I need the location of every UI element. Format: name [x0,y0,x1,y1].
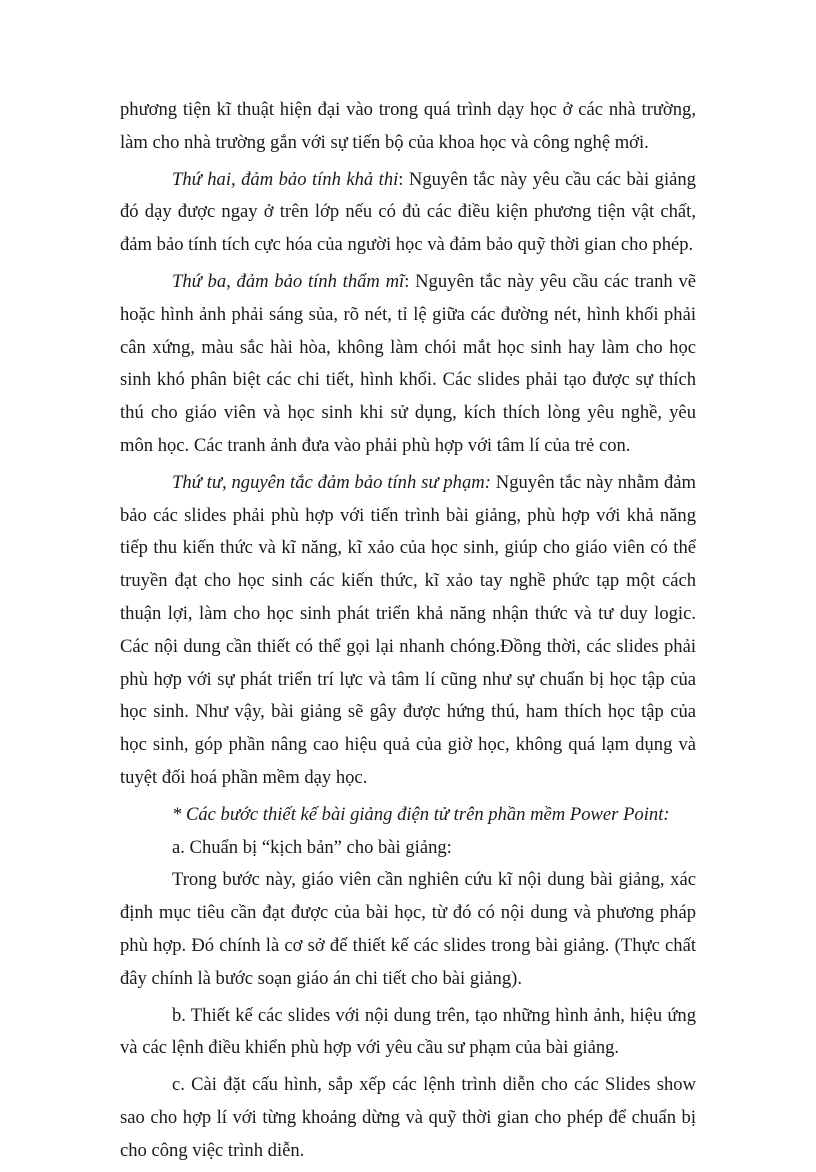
step-a-heading [120,832,696,865]
paragraph-principle-pedagogy [120,467,696,795]
body-text [120,94,696,1172]
section-heading-design-steps [120,799,696,832]
paragraph-text: Nguyên tắc này nhằm đảm bảo các slides phải phù hợp với tiến trình bài giảng, phù hợp với khả năng tiếp thu kiến thức và kĩ năng, kĩ xảo của học sinh, giúp cho giáo viên có thể truyền đạt cho học sinh các kiến thức, kĩ xảo tay nghề phức tạp một cách thuận lợi, làm cho học sinh phát triển khả năng nhận thức và tư duy logic. Các nội dung cần thiết có thể gọi lại nhanh chóng.Đồng thời, các slides phải phù hợp với sự phát triển trí lực và tâm lí cũng như sự chuẩn bị học tập của học sinh. Như vậy, bài giảng sẽ gây được hứng thú, ham thích học tập của học sinh, góp phần nâng cao hiệu quả của giờ học, không quá lạm dụng và tuyệt đối hoá phần mềm dạy học. [120,471,697,788]
paragraph-lead: Thứ tư, nguyên tắc đảm bảo tính sư phạm: [172,471,491,493]
paragraph-principle-feasibility [120,164,696,262]
step-b [120,1000,696,1066]
paragraph-principle-aesthetics [120,266,696,463]
paragraph-lead: Thứ ba, đảm bảo tính thẩm mĩ [172,270,405,292]
step-a-description [120,864,696,995]
paragraph-lead: Thứ hai, đảm bảo tính khả thi [172,168,399,190]
paragraph-text: c. Cài đặt cấu hình, sắp xếp các lệnh trình diễn cho các Slides show sao cho hợp lí với từng khoảng dừng và quỹ thời gian cho phép để chuẩn bị cho công việc trình diễn. [120,1074,696,1161]
paragraph-text: : Nguyên tắc này yêu cầu các tranh vẽ hoặc hình ảnh phải sáng sủa, rõ nét, tỉ lệ giữa các đường nét, hình khối phải cân xứng, màu sắc hài hòa, không làm chói mắt học sinh hay làm cho học sinh khó phân biệt các chi tiết, hình khối. Các slides phải tạo được sự thích thú cho giáo viên và học sinh khi sử dụng, kích thích lòng yêu nghề, yêu môn học. Các tranh ảnh đưa vào phải phù hợp với tâm lí của trẻ con. [120,270,696,456]
paragraph-text: * Các bước thiết kế bài giảng điện tử trên phần mềm Power Point: [172,803,670,825]
paragraph-text: b. Thiết kế các slides với nội dung trên, tạo những hình ảnh, hiệu ứng và các lệnh điều khiển phù hợp với yêu cầu sư phạm của bài giảng. [120,1004,696,1059]
paragraph-text: : Nguyên tắc này yêu cầu các bài giảng đó dạy được ngay ở trên lớp nếu có đủ các điều kiện phương tiện vật chất, đảm bảo tính tích cực hóa của người học và đảm bảo quỹ thời gian cho phép. [120,168,696,256]
paragraph-continuation [120,94,696,160]
paragraph-text: Trong bước này, giáo viên cần nghiên cứu kĩ nội dung bài giảng, xác định mục tiêu cần đạt được của bài học, từ đó có nội dung và phương pháp phù hợp. Đó chính là cơ sở để thiết kế các slides trong bài giảng. (Thực chất đây chính là bước soạn giáo án chi tiết cho bài giảng). [120,869,696,989]
step-c [120,1069,696,1167]
paragraph-text: phương tiện kĩ thuật hiện đại vào trong quá trình dạy học ở các nhà trường, làm cho nhà trường gắn với sự tiến bộ của khoa học và công nghệ mới. [120,99,696,153]
paragraph-text: a. Chuẩn bị “kịch bản” cho bài giảng: [172,836,452,858]
